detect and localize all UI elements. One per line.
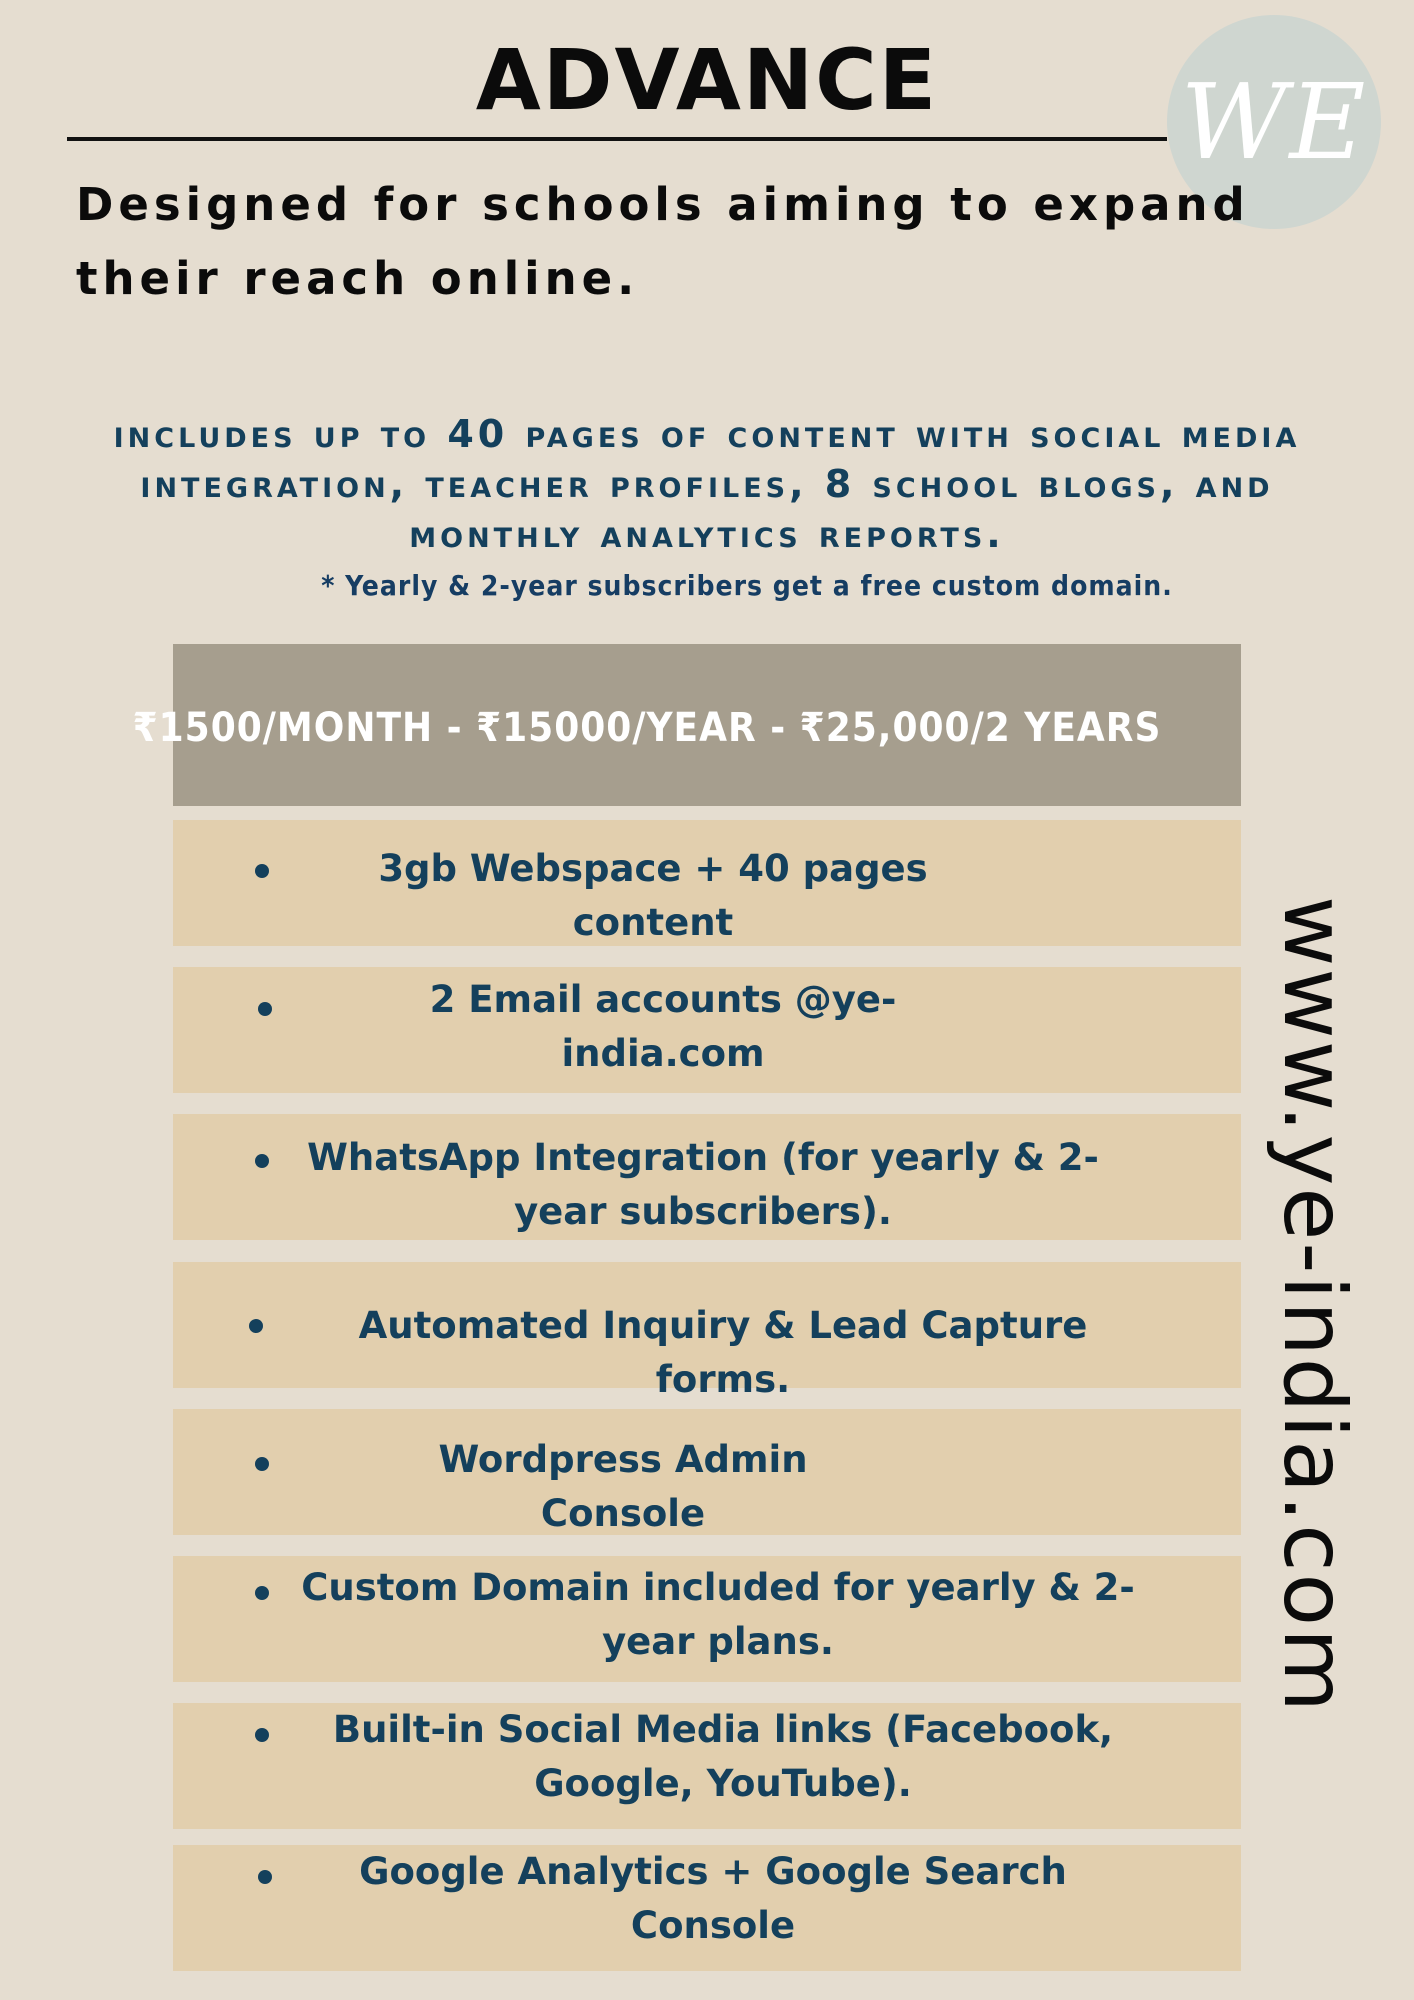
bullet-icon	[255, 1728, 269, 1742]
feature-item-custom-domain	[173, 1556, 1241, 1682]
feature-label: Automated Inquiry & Lead Capture forms.	[358, 1304, 1088, 1401]
bullet-icon	[255, 1457, 269, 1471]
feature-label: Google Analytics + Google Search Console	[359, 1850, 1067, 1947]
logo-text: WE	[1180, 61, 1368, 183]
bullet-icon	[255, 864, 269, 878]
feature-item-inquiry-forms	[173, 1262, 1241, 1401]
custom-domain-note: * Yearly & 2-year subscribers get a free custom domain.	[321, 569, 1173, 602]
feature-item-social-links	[173, 1703, 1241, 1829]
page-title: ADVANCE	[475, 31, 939, 129]
bullet-icon	[258, 1002, 272, 1016]
website-url: www.ye-india.com	[1264, 896, 1364, 1714]
feature-item-webspace	[173, 820, 1241, 946]
price-bar	[132, 644, 1241, 806]
feature-label: WhatsApp Integration (for yearly & 2-year subscribers).	[307, 1136, 1099, 1233]
title-divider	[67, 137, 1167, 141]
feature-label: Wordpress Admin Console	[438, 1438, 808, 1535]
bullet-icon	[255, 1586, 269, 1600]
feature-item-wordpress	[173, 1409, 1241, 1535]
bullet-icon	[255, 1154, 269, 1168]
feature-label: 3gb Webspace + 40 pages content	[378, 847, 928, 944]
tagline: Designed for schools aiming to expand their reach online.	[76, 178, 1250, 305]
price-text: ₹1500/MONTH - ₹15000/YEAR - ₹25,000/2 YEARS	[132, 705, 1162, 751]
bullet-icon	[258, 1870, 272, 1884]
feature-label: Custom Domain included for yearly & 2-year plans.	[301, 1566, 1135, 1663]
feature-item-whatsapp	[173, 1114, 1241, 1240]
feature-label: Built-in Social Media links (Facebook, Google, YouTube).	[332, 1708, 1114, 1805]
bullet-icon	[249, 1319, 263, 1333]
feature-item-google-analytics	[173, 1845, 1241, 1971]
includes-description: includes up to 40 pages of content with social media integration, teacher profiles, 8 school blogs, and monthly analytics reports.	[113, 412, 1301, 556]
feature-label: 2 Email accounts @ye-india.com	[429, 978, 897, 1075]
feature-item-email	[173, 967, 1241, 1093]
